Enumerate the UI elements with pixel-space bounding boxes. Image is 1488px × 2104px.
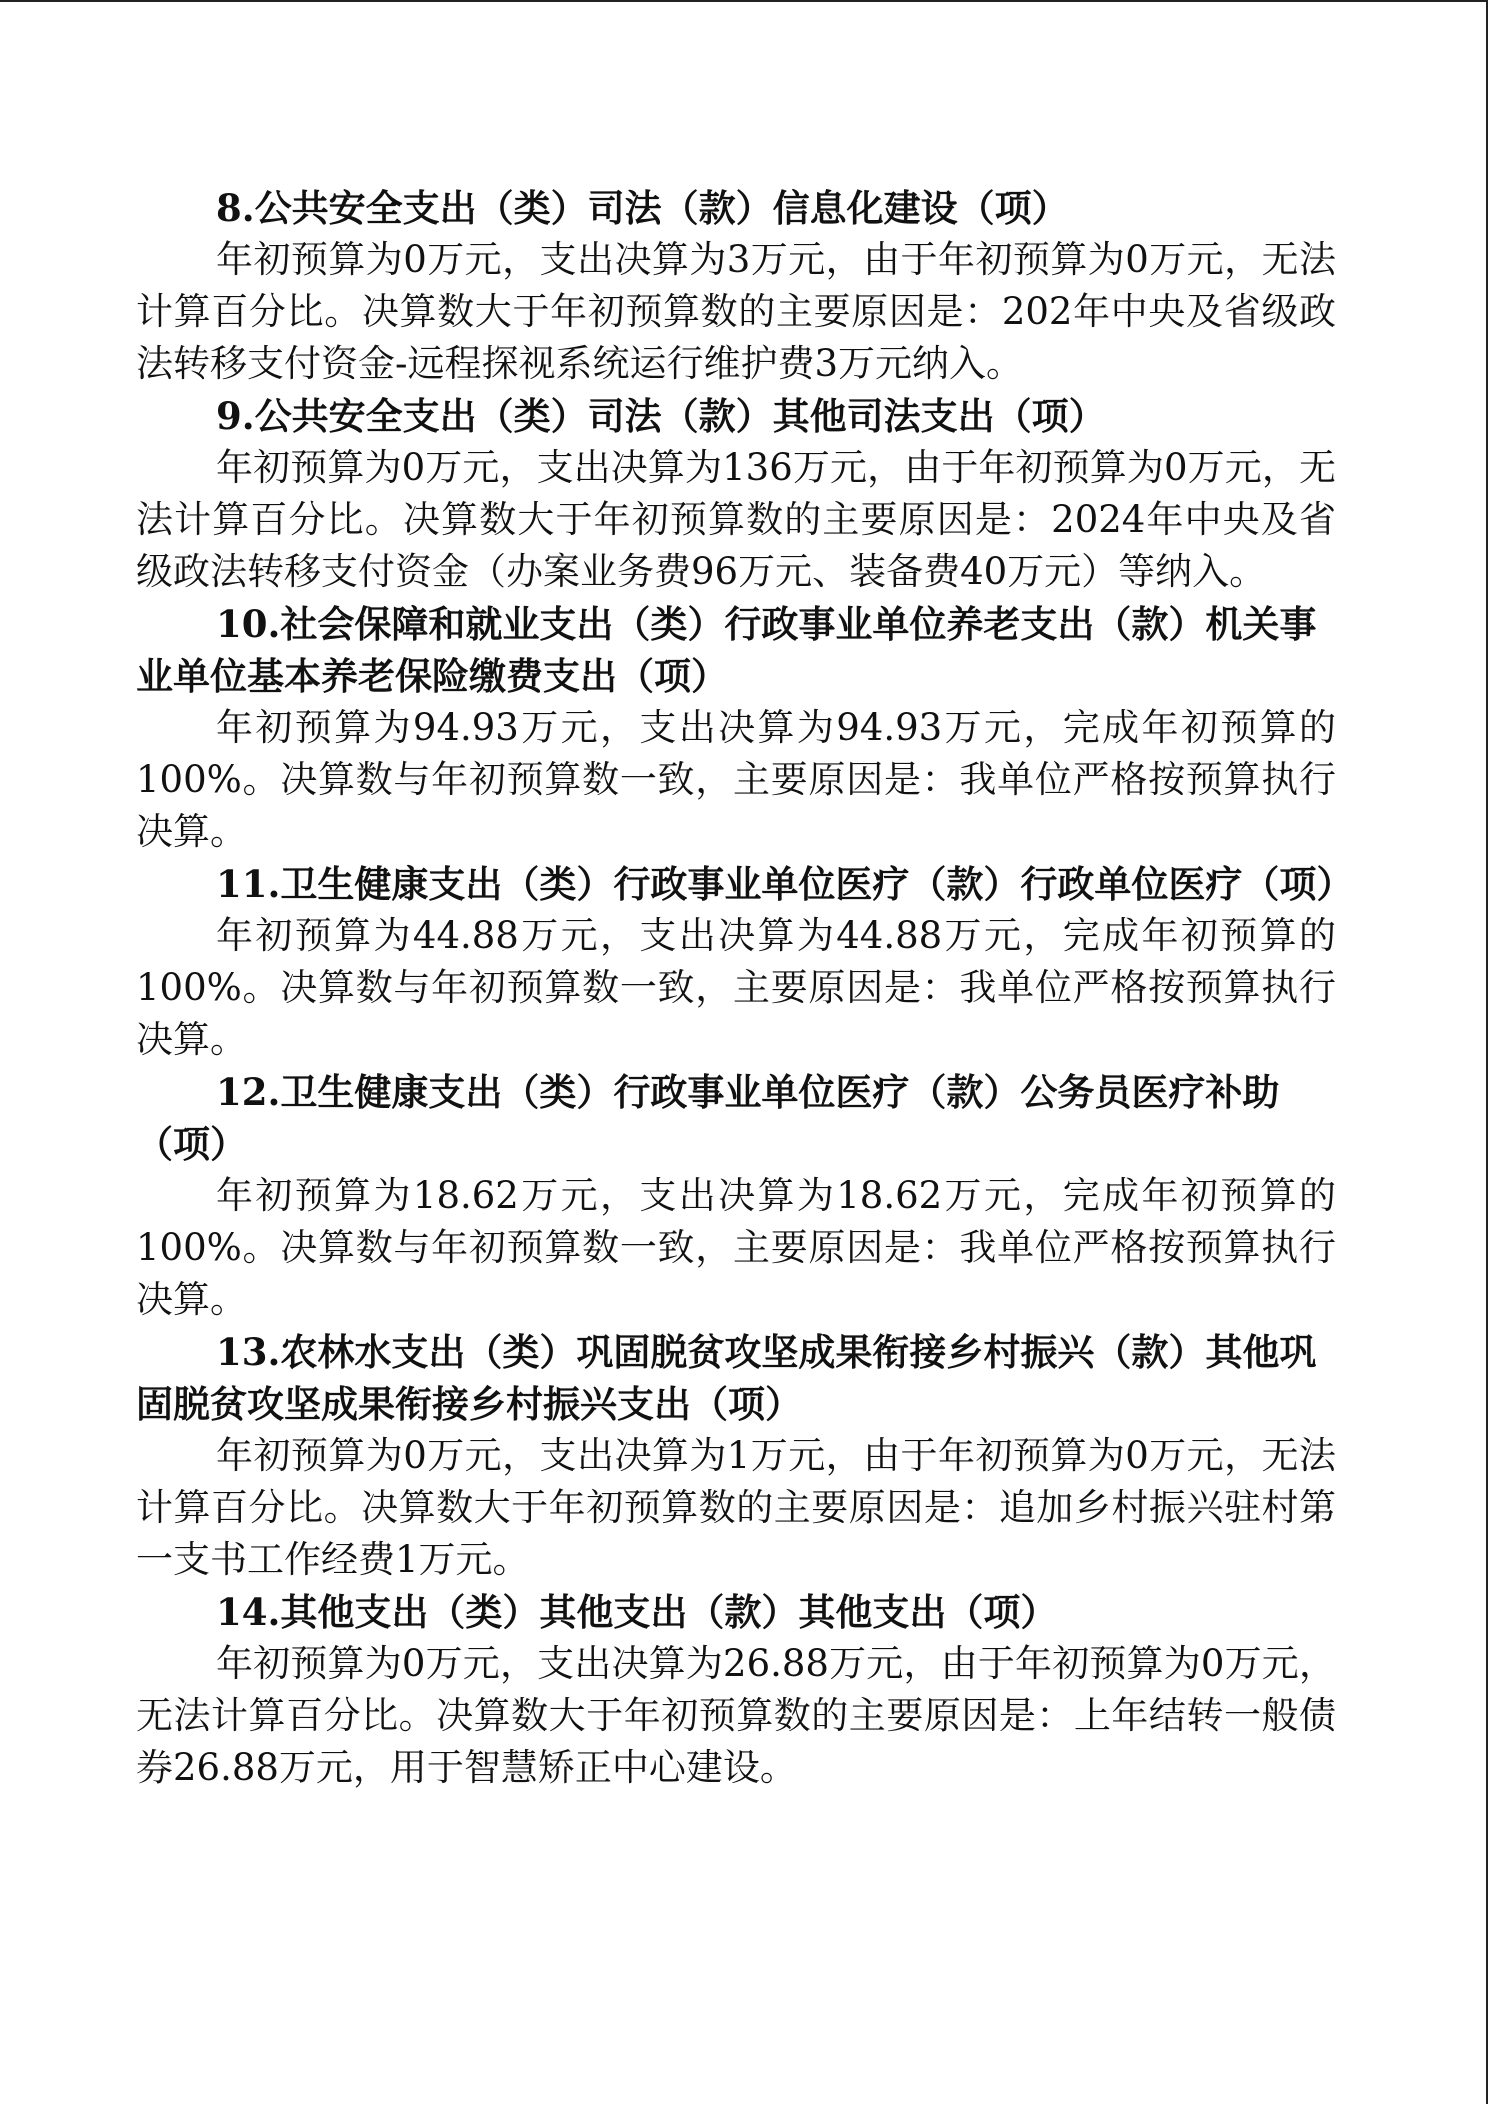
section-heading: 10.社会保障和就业支出（类）行政事业单位养老支出（款）机关事业单位基本养老保险缴费支出（项） [136,602,1317,698]
section-paragraph: 年初预算为94.93万元，支出决算为94.93万元，完成年初预算的100%。决算数与年初预算数一致，主要原因是：我单位严格按预算执行决算。 [136,706,1336,853]
section-heading: 14.其他支出（类）其他支出（款）其他支出（项） [216,1590,1058,1634]
section-item-14 [136,1586,1336,1794]
section-item-12 [136,1066,1336,1326]
document-body [136,182,1354,1794]
section-paragraph: 年初预算为0万元，支出决算为26.88万元，由于年初预算为0万元，无法计算百分比。决算数大于年初预算数的主要原因是：上年结转一般债券26.88万元，用于智慧矫正中心建设。 [136,1642,1336,1789]
section-paragraph: 年初预算为18.62万元，支出决算为18.62万元，完成年初预算的100%。决算数与年初预算数一致，主要原因是：我单位严格按预算执行决算。 [136,1174,1336,1321]
section-paragraph: 年初预算为0万元，支出决算为1万元，由于年初预算为0万元，无法计算百分比。决算数大于年初预算数的主要原因是：追加乡村振兴驻村第一支书工作经费1万元。 [136,1434,1336,1581]
section-heading: 9.公共安全支出（类）司法（款）其他司法支出（项） [216,394,1106,438]
section-item-8 [136,182,1336,390]
section-item-10 [136,598,1336,858]
section-heading: 12.卫生健康支出（类）行政事业单位医疗（款）公务员医疗补助（项） [136,1070,1280,1166]
section-heading: 13.农林水支出（类）巩固脱贫攻坚成果衔接乡村振兴（款）其他巩固脱贫攻坚成果衔接乡村振兴支出（项） [136,1330,1317,1426]
section-paragraph: 年初预算为0万元，支出决算为136万元，由于年初预算为0万元，无法计算百分比。决算数大于年初预算数的主要原因是：2024年中央及省级政法转移支付资金（办案业务费96万元、装备费40万元）等纳入。 [136,446,1336,593]
section-paragraph: 年初预算为44.88万元，支出决算为44.88万元，完成年初预算的100%。决算数与年初预算数一致，主要原因是：我单位严格按预算执行决算。 [136,914,1336,1061]
section-item-9 [136,390,1336,598]
section-item-11 [136,858,1354,1066]
section-item-13 [136,1326,1336,1586]
section-paragraph: 年初预算为0万元，支出决算为3万元，由于年初预算为0万元，无法计算百分比。决算数大于年初预算数的主要原因是：202年中央及省级政法转移支付资金-远程探视系统运行维护费3万元纳入。 [136,238,1336,385]
section-heading: 8.公共安全支出（类）司法（款）信息化建设（项） [216,186,1069,230]
section-heading: 11.卫生健康支出（类）行政事业单位医疗（款）行政单位医疗（项） [216,862,1354,906]
